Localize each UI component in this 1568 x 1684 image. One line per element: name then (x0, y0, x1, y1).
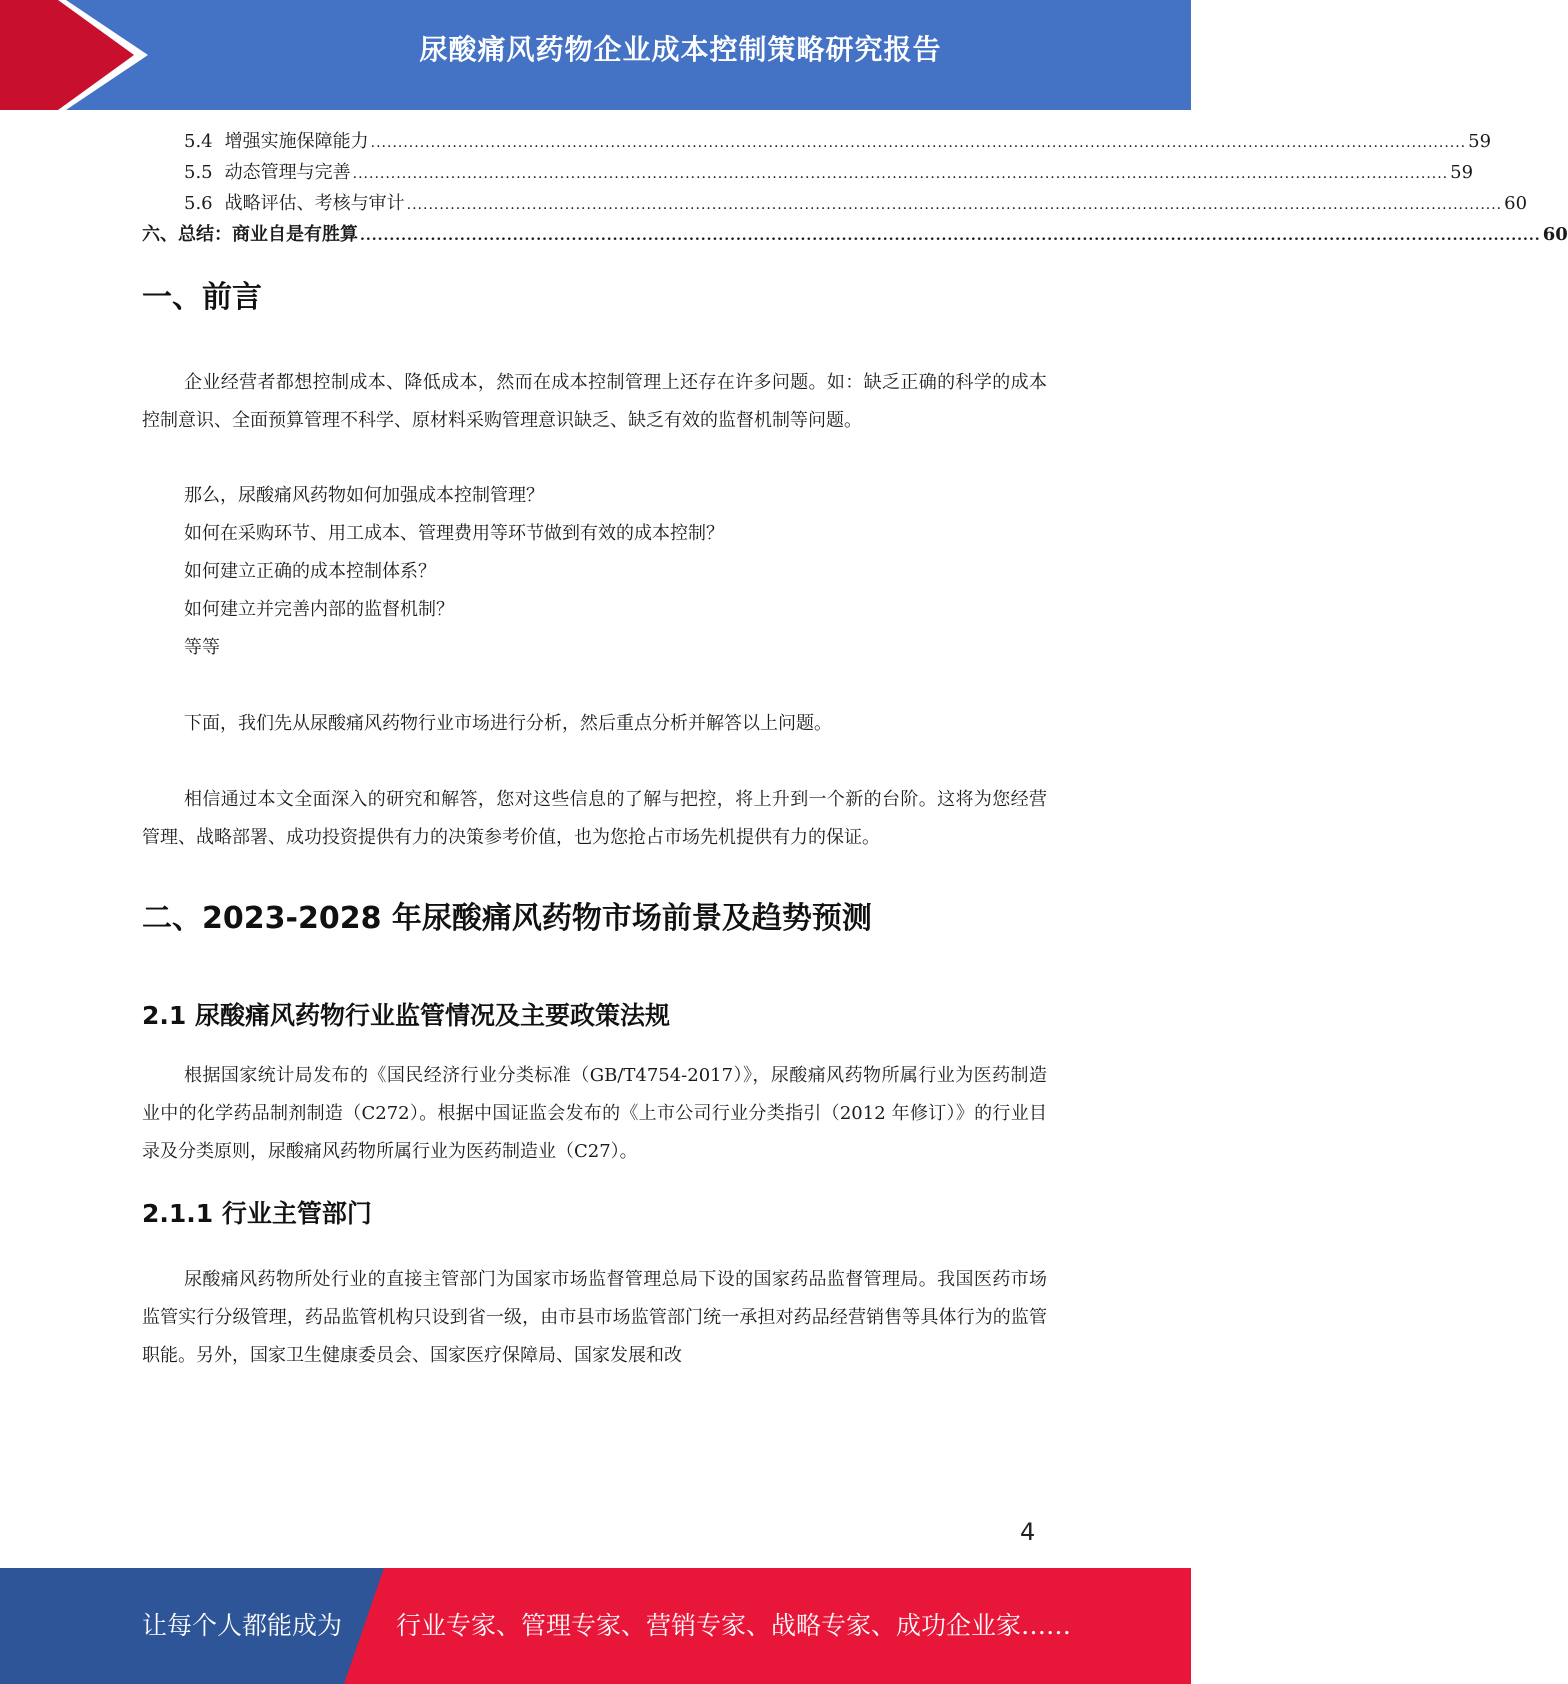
paragraph: 企业经营者都想控制成本、降低成本，然而在成本控制管理上还存在许多问题。如：缺乏正确的科学的成本控制意识、全面预算管理不科学、原材料采购管理意识缺乏、缺乏有效的监督机制等问题。 (142, 372, 1047, 431)
toc-leader-dots: ......................................................................................................................................................................................................... (406, 197, 1503, 213)
paragraph: 下面，我们先从尿酸痛风药物行业市场进行分析，然后重点分析并解答以上问题。 (184, 713, 832, 734)
toc-entry-chapter[interactable] (142, 219, 1568, 250)
section-heading-market-forecast: 二、2023-2028 年尿酸痛风药物市场前景及趋势预测 (142, 901, 872, 936)
question-item: 如何在采购环节、用工成本、管理费用等环节做到有效的成本控制？ (184, 523, 724, 544)
question-item: 那么，尿酸痛风药物如何加强成本控制管理？ (184, 485, 544, 506)
paragraph: 尿酸痛风药物所处行业的直接主管部门为国家市场监督管理总局下设的国家药品监督管理局。我国医药市场监管实行分级管理，药品监管机构只设到省一级，由市县市场监管部门统一承担对药品经营销售等具体行为的监管职能。另外，国家卫生健康委员会、国家医疗保障局、国家发展和改 (142, 1269, 1047, 1366)
toc-page-number: 60 (1542, 224, 1568, 245)
toc-number: 5.4 (184, 131, 213, 152)
toc-number: 5.6 (184, 193, 213, 214)
subsection-heading-authority: 2.1.1 行业主管部门 (142, 1199, 372, 1228)
paragraph: 根据国家统计局发布的《国民经济行业分类标准（GB/T4754-2017）》，尿酸痛风药物所属行业为医药制造业中的化学药品制剂制造（C272）。根据中国证监会发布的《上市公司行业分类指引（2012 年修订）》的行业目录及分类原则，尿酸痛风药物所属行业为医药制造业（C27）。 (142, 1065, 1047, 1162)
toc-title: 六、总结：商业自是有胜算 (142, 224, 358, 245)
question-item: 等等 (184, 637, 220, 658)
report-title: 尿酸痛风药物企业成本控制策略研究报告 (419, 33, 942, 66)
section-heading-preface: 一、前言 (142, 280, 262, 315)
toc-leader-dots: ......................................................................................................................................................................................................... (370, 135, 1467, 151)
question-list (142, 477, 1047, 667)
toc-leader-dots: ......................................................................................................................................................................................................... (352, 166, 1449, 182)
footer-slogan-left: 让每个人都能成为 (142, 1611, 343, 1640)
toc-entry[interactable] (142, 157, 1474, 188)
page-number: 4 (1020, 1518, 1036, 1546)
toc-entry[interactable] (142, 126, 1492, 157)
subsection-heading-regulation: 2.1 尿酸痛风药物行业监管情况及主要政策法规 (142, 1001, 670, 1030)
toc-title: 增强实施保障能力 (224, 131, 369, 152)
toc-page-number: 59 (1450, 162, 1474, 183)
toc-page-number: 59 (1468, 131, 1492, 152)
question-item: 如何建立并完善内部的监督机制？ (184, 599, 454, 620)
header-red-arrow-shape (0, 0, 150, 110)
toc-title: 动态管理与完善 (224, 162, 351, 183)
page-footer (0, 1568, 1191, 1684)
table-of-contents (142, 126, 1568, 250)
page-content (142, 126, 1568, 1375)
toc-entry[interactable] (142, 188, 1528, 219)
toc-page-number: 60 (1504, 193, 1528, 214)
toc-number: 5.5 (184, 162, 213, 183)
footer-slogan-right: 行业专家、管理专家、营销专家、战略专家、成功企业家…… (396, 1611, 1072, 1640)
question-item: 如何建立正确的成本控制体系？ (184, 561, 436, 582)
page-header (0, 0, 1191, 110)
toc-leader-dots: ......................................................................................................................................................................................................... (360, 228, 1541, 244)
paragraph: 相信通过本文全面深入的研究和解答，您对这些信息的了解与把控，将上升到一个新的台阶。这将为您经营管理、战略部署、成功投资提供有力的决策参考价值，也为您抢占市场先机提供有力的保证。 (142, 789, 1047, 848)
toc-title: 战略评估、考核与审计 (224, 193, 405, 214)
